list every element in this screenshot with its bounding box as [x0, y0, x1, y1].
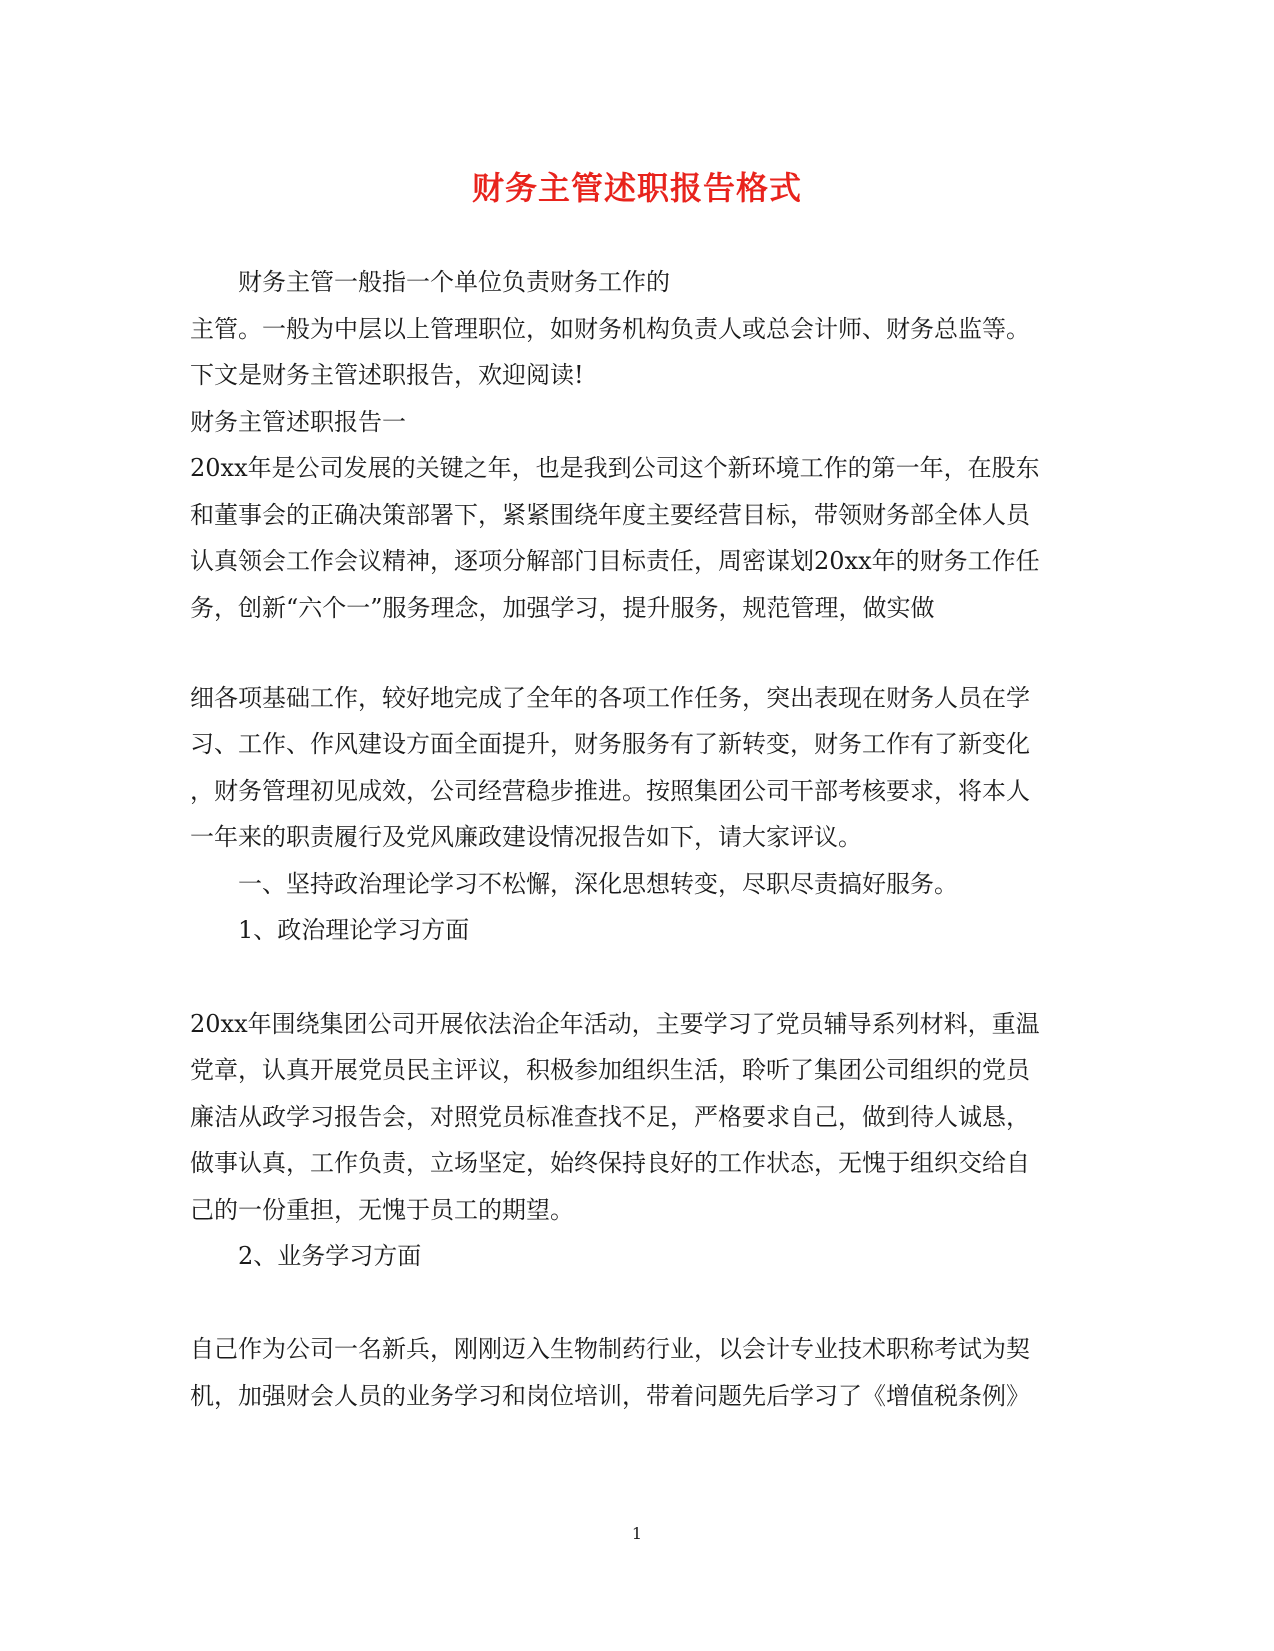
body-line: 细各项基础工作，较好地完成了全年的各项工作任务，突出表现在财务人员在学: [190, 684, 1030, 712]
body-line: 20xx年围绕集团公司开展依法治企年活动，主要学习了党员辅导系列材料，重温: [190, 1010, 1040, 1038]
body-line: 下文是财务主管述职报告，欢迎阅读!: [190, 361, 584, 389]
subsection-heading: 2、业务学习方面: [238, 1242, 422, 1270]
section-heading: 财务主管述职报告一: [190, 408, 406, 436]
page-title: 财务主管述职报告格式: [471, 169, 802, 207]
body-line: 做事认真，工作负责，立场坚定，始终保持良好的工作状态，无愧于组织交给自: [190, 1149, 1030, 1177]
body-line: 习、工作、作风建设方面全面提升，财务服务有了新转变，财务工作有了新变化: [190, 730, 1030, 758]
body-line: 和董事会的正确决策部署下，紧紧围绕年度主要经营目标，带领财务部全体人员: [190, 501, 1030, 529]
body-line: 认真领会工作会议精神，逐项分解部门目标责任，周密谋划20xx年的财务工作任: [190, 547, 1040, 575]
body-line: 自己作为公司一名新兵，刚刚迈入生物制药行业，以会计专业技术职称考试为契: [190, 1335, 1030, 1363]
body-line: 党章，认真开展党员民主评议，积极参加组织生活，聆听了集团公司组织的党员: [190, 1056, 1030, 1084]
body-line: 机，加强财会人员的业务学习和岗位培训，带着问题先后学习了《增值税条例》: [190, 1382, 1030, 1410]
section-heading: 一、坚持政治理论学习不松懈，深化思想转变，尽职尽责搞好服务。: [238, 870, 958, 898]
body-line: 务，创新“六个一”服务理念，加强学习，提升服务，规范管理，做实做: [190, 594, 935, 622]
subsection-heading: 1、政治理论学习方面: [238, 916, 470, 944]
body-line: ，财务管理初见成效，公司经营稳步推进。按照集团公司干部考核要求，将本人: [190, 777, 1030, 805]
body-line: 廉洁从政学习报告会，对照党员标准查找不足，严格要求自己，做到待人诚恳，: [190, 1103, 1030, 1131]
body-line: 主管。一般为中层以上管理职位，如财务机构负责人或总会计师、财务总监等。: [190, 315, 1030, 343]
body-line: 一年来的职责履行及党风廉政建设情况报告如下，请大家评议。: [190, 823, 862, 851]
body-line: 20xx年是公司发展的关键之年，也是我到公司这个新环境工作的第一年，在股东: [190, 454, 1040, 482]
body-line: 己的一份重担，无愧于员工的期望。: [190, 1196, 574, 1224]
body-line: 财务主管一般指一个单位负责财务工作的: [238, 268, 670, 296]
page-number: 1: [631, 1524, 643, 1543]
